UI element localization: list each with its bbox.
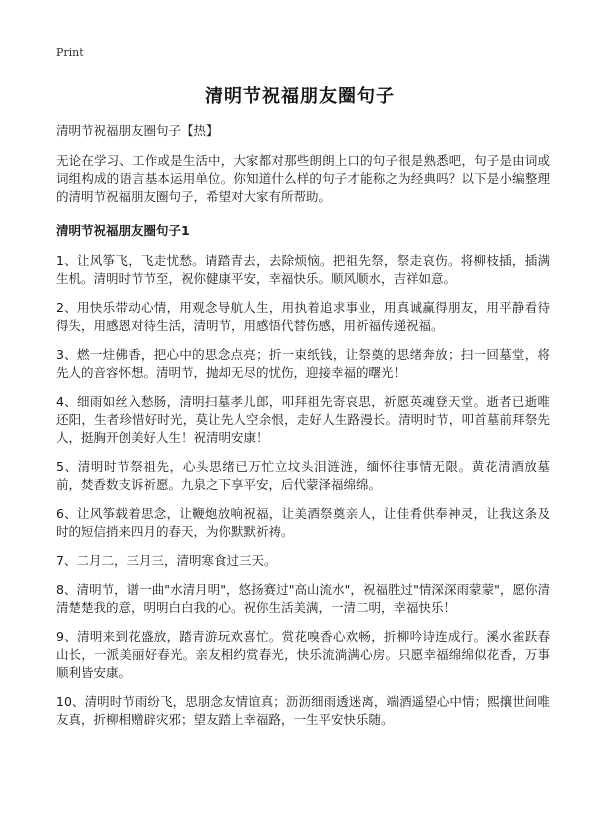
list-item: 10、清明时节雨纷飞，思朋念友情谊真；沥沥细雨透迷离，端酒遥望心中情；熙攘世间唯友真，折柳相赠辟灾邪；望友踏上幸福路，一生平安快乐随。 bbox=[56, 694, 550, 727]
list-item: 3、燃一炷佛香，把心中的思念点亮；折一束纸钱，让祭奠的思绪奔放；扫一回墓堂，将先人的音容怀想。清明节，抛却无尽的忧伤，迎接幸福的曙光！ bbox=[56, 347, 550, 380]
document-subtitle: 清明节祝福朋友圈句子【热】 bbox=[56, 123, 219, 138]
list-item: 4、细雨如丝入愁肠，清明扫墓孝儿郎，叩拜祖先寄哀思，祈愿英魂登天堂。逝者已逝唯还阳，生者珍惜好时光，莫让先人空余恨，走好人生路漫长。清明时节，叩首墓前拜祭先人，挺胸开创美好人生！祝清明安康！ bbox=[56, 394, 550, 445]
list-item: 5、清明时节祭祖先，心头思绪已万忙立坟头泪涟涟，缅怀往事情无限。黄花清酒放墓前，焚香数支诉祈愿。九泉之下享平安，后代蒙泽福绵绵。 bbox=[56, 459, 550, 492]
list-item: 7、二月二，三月三，清明寒食过三天。 bbox=[56, 553, 277, 568]
list-item: 8、清明节，谱一曲"水清月明"，悠扬赛过"高山流水"，祝福胜过"情深深雨蒙蒙"，愿你清清楚楚我的意，明明白白我的心。祝你生活美满，一清二明，幸福快乐！ bbox=[56, 582, 550, 615]
list-item: 9、清明来到花盛放，踏青游玩欢喜忙。赏花嗅香心欢畅，折柳吟诗连成行。溪水雀跃春山长，一派美丽好春光。亲友相约赏春光，快乐流淌满心房。只愿幸福绵绵似花香，万事顺利皆安康。 bbox=[56, 629, 550, 680]
list-item: 2、用快乐带动心情，用观念导航人生，用执着追求事业，用真诚赢得朋友，用平静看待得失，用感恩对待生活，清明节，用感悟代替伤感，用祈福传递祝福。 bbox=[56, 300, 550, 333]
document-body bbox=[56, 122, 550, 740]
list-item: 6、让风筝载着思念，让鞭炮放响祝福，让美酒祭奠亲人，让佳肴供奉神灵，让我这条及时的短信捎来四月的春天，为你默默祈祷。 bbox=[56, 506, 550, 539]
print-link[interactable]: Print bbox=[56, 46, 84, 59]
section-heading: 清明节祝福朋友圈句子1 bbox=[56, 223, 190, 238]
intro-paragraph: 无论在学习、工作或是生活中，大家都对那些朗朗上口的句子很是熟悉吧，句子是由词或词组构成的语言基本运用单位。你知道什么样的句子才能称之为经典吗？以下是小编整理的清明节祝福朋友圈句子，希望对大家有所帮助。 bbox=[56, 153, 550, 204]
document-title: 清明节祝福朋友圈句子 bbox=[205, 86, 395, 107]
list-item: 1、让风筝飞，飞走忧愁。请踏青去，去除烦恼。把祖先祭，祭走哀伤。将柳枝插，插满生机。清明时节节至，祝你健康平安，幸福快乐。顺风顺水，吉祥如意。 bbox=[56, 253, 550, 286]
